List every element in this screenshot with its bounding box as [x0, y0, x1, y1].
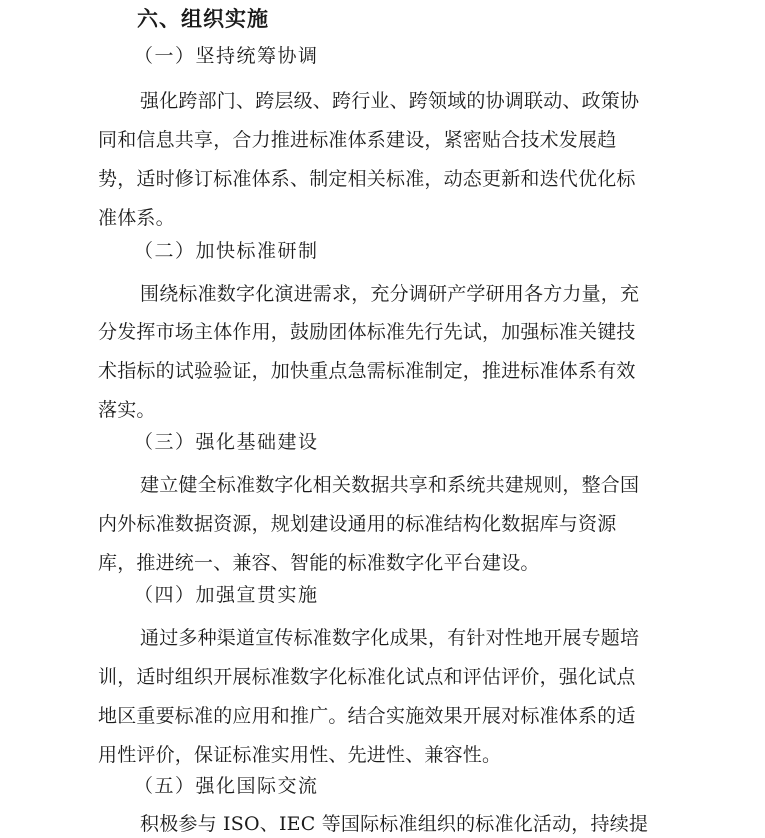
paragraph-line: 训，适时组织开展标准数字化标准化试点和评估评价，强化试点	[98, 666, 636, 688]
paragraph-line: 术指标的试验验证，加快重点急需标准制定，推进标准体系有效	[98, 360, 636, 382]
paragraph-line: 势，适时修订标准体系、制定相关标准，动态更新和迭代优化标	[98, 168, 636, 190]
subsection-heading-1: （一）坚持统筹协调	[134, 45, 319, 67]
paragraph-line: 通过多种渠道宣传标准数字化成果，有针对性地开展专题培	[140, 627, 640, 649]
subsection-heading-5: （五）强化国际交流	[134, 775, 319, 797]
paragraph-line: 准体系。	[98, 207, 175, 229]
subsection-heading-3: （三）强化基础建设	[134, 431, 319, 453]
paragraph-line: 用性评价，保证标准实用性、先进性、兼容性。	[98, 744, 502, 766]
paragraph-line: 落实。	[98, 399, 156, 421]
paragraph-line: 地区重要标准的应用和推广。结合实施效果开展对标准体系的适	[98, 705, 636, 727]
subsection-heading-2: （二）加快标准研制	[134, 240, 319, 262]
section-title: 六、组织实施	[137, 7, 269, 31]
paragraph-line: 强化跨部门、跨层级、跨行业、跨领域的协调联动、政策协	[140, 90, 640, 112]
paragraph-line: 建立健全标准数字化相关数据共享和系统共建规则，整合国	[140, 474, 640, 496]
paragraph-line: 积极参与 ISO、IEC 等国际标准组织的标准化活动，持续提	[140, 813, 649, 835]
paragraph-line: 内外标准数据资源，规划建设通用的标准结构化数据库与资源	[98, 513, 617, 535]
paragraph-line: 围绕标准数字化演进需求，充分调研产学研用各方力量，充	[140, 283, 640, 305]
paragraph-line: 分发挥市场主体作用，鼓励团体标准先行先试，加强标准关键技	[98, 321, 636, 343]
paragraph-line: 库，推进统一、兼容、智能的标准数字化平台建设。	[98, 552, 540, 574]
subsection-heading-4: （四）加强宣贯实施	[134, 584, 319, 606]
paragraph-line: 同和信息共享，合力推进标准体系建设，紧密贴合技术发展趋	[98, 129, 617, 151]
